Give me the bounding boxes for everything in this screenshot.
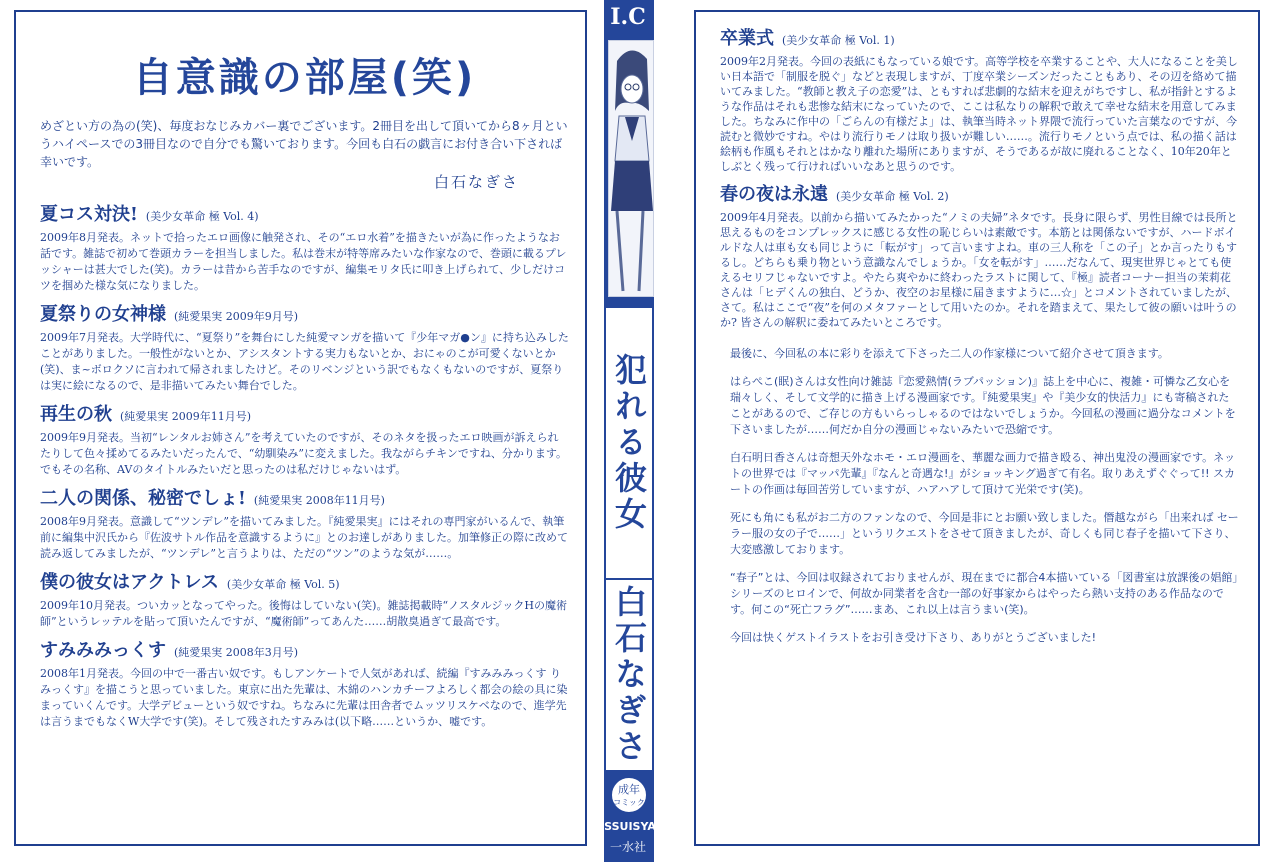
section-source: (純愛果実 2009年11月号) bbox=[120, 410, 252, 423]
closing-paragraph: “春子”とは、今回は収録されておりませんが、現在までに都合4本描いている「図書室は放課後の娼館」シリーズのヒロインで、何故か同業者を含む一部の好事家からはやったら熱い支持のある作品なのです。何この“死亡フラグ”……まあ、これ以上は言うまい(笑)。 bbox=[730, 571, 1238, 616]
badge-top: 成年 bbox=[618, 783, 640, 796]
section-title: 僕の彼女はアクトレス bbox=[40, 572, 219, 593]
imprint-logo: I.C bbox=[610, 4, 646, 30]
section-sumimimix bbox=[40, 636, 569, 730]
section-body: 2009年9月発表。当初“レンタルお姉さん”を考えていたのですが、そのネタを扱ったエロ映画が訴えられたりして色々揉めてるみたいだったんで、“幼馴染み”に変えました。我ながらチキンですね、分かります。でもその名称、AVのタイトルみたいだと思ったのは私だけじゃないはず。 bbox=[40, 431, 568, 476]
section-natsu-kosu bbox=[40, 200, 569, 294]
cover-illustration bbox=[608, 40, 654, 297]
publisher-en: ISSUISYA bbox=[600, 820, 656, 833]
right-panel bbox=[694, 10, 1260, 846]
section-natsumatsuri bbox=[40, 300, 569, 394]
section-source: (美少女革命 極 Vol. 1) bbox=[782, 34, 895, 47]
section-title: 夏コス対決! bbox=[40, 204, 138, 225]
section-body: 2009年10月発表。ついカッとなってやった。後悔はしていない(笑)。雑誌掲載時“ノスタルジックHの魔術師”というレッテルを貼って頂いたんですが、“魔術師”ってあんた……胡散臭過ぎて最高です。 bbox=[40, 599, 567, 628]
section-source: (純愛果実 2009年9月号) bbox=[174, 310, 299, 323]
section-title: 二人の関係、秘密でしょ! bbox=[40, 488, 246, 509]
section-body: 2008年1月発表。今回の中で一番古い奴です。もしアンケートで人気があれば、続編『すみみみっくす りみっくす』を描こうと思っていました。東京に出た先輩は、木綿のハンカチーフよろしく都会の絵の具に染まっていくんです。大学デビューという奴ですね。ちなみに先輩は田舎者でムッツリスケベなので、進学先は言うまでもなくW大学です(笑)。そして残されたすみみは(以下略……というか、嘘です。 bbox=[40, 667, 568, 728]
section-title: 春の夜は永遠 bbox=[720, 184, 828, 205]
section-title: すみみみっくす bbox=[40, 640, 166, 661]
closing-paragraph: 最後に、今回私の本に彩りを添えて下さった二人の作家様について紹介させて頂きます。 bbox=[730, 347, 1169, 360]
section-body: 2009年2月発表。今回の表紙にもなっている娘です。高等学校を卒業することや、大人になることを美しい日本語で「制服を脱ぐ」などと表現しますが、丁度卒業シーズンだったこともあり、その辺を絡めて描いてみました。“教師と教え子の恋愛”は、ともすれば悲劇的な結末を迎えがちですし、私が指針とするような作品はそれも悲惨な結末になっていたので、ここは私なりの解釈で敢えて幸せな結末を用意してみました。ちなみに作中の「ごらんの有様だよ」は、執筆当時ネット界隈で流行っていた言葉なのですが、今読むと微妙ですね。やはり流行りモノは取り扱いが難しい……。流行りモノという点では、私の描く話は絵柄も作風もそれとはかなり離れた場所にありますが、そうであるが故に廃れることなく、10年20年としぶとく残って行ければいいなあと思うのです。 bbox=[720, 55, 1238, 173]
section-body: 2009年4月発表。以前から描いてみたかった“ノミの夫婦”ネタです。長身に限らず、男性目線では長所と思えるものをコンプレックスに感じる女性の恥じらいは素敵です。本筋とは関係ないですが、ハードボイルドな人は車も女も同じように「転がす」って言いますよね。車の三人称を「この子」とか言ったりもするし。どちらも乗り物という意識なんでしょうか。「女を転がす」……だなんて、現実世界じゃとても使えるセリフじゃないですよ。やたら爽やかに終わったラストに関して、『極』読者コーナー担当の茉莉花さんは「ヒデくんの独白、どうか、夜空のお星様に届きますように…☆」とコメントされていましたが、さて。私はここで“夜”を何のメタファーとして用いたのか。それを踏まえて、果たして彼の願いは叶うのか? 皆さんの解釈に委ねてみたいところです。 bbox=[720, 211, 1238, 329]
adult-comic-badge bbox=[610, 776, 648, 814]
closing-paragraph: 今回は快くゲストイラストをお引き受け下さり、ありがとうございました! bbox=[730, 631, 1097, 644]
section-title: 夏祭りの女神様 bbox=[40, 304, 166, 325]
section-source: (美少女革命 極 Vol. 2) bbox=[836, 190, 949, 203]
book-spine bbox=[600, 0, 656, 862]
closing-paragraph: はらぺこ(眠)さんは女性向け雑誌『恋愛熱情(ラブパッション)』誌上を中心に、複雑・可憐な乙女心を瑞々しく、そして文学的に描き上げる漫画家です。『純愛果実』や『美少女的快活力』にも寄稿されたことがあるので、ご存じの方もいらっしゃるのではないでしょうか。今回私の漫画に過分なコメントを下さいましたが……何だか自分の漫画じゃないみたいで恐縮です。 bbox=[730, 375, 1236, 436]
section-actress bbox=[40, 568, 569, 630]
publisher-jp: 一水社 bbox=[609, 840, 646, 854]
section-sotsugyoushiki bbox=[720, 24, 1240, 174]
section-source: (純愛果実 2008年11月号) bbox=[253, 494, 385, 507]
section-title: 卒業式 bbox=[720, 28, 774, 49]
spine-author: 白石なぎさ bbox=[606, 580, 652, 770]
section-source: (美少女革命 極 Vol. 5) bbox=[226, 578, 340, 591]
badge-bottom: コミック bbox=[613, 798, 645, 807]
section-body: 2009年7月発表。大学時代に、“夏祭り”を舞台にした純愛マンガを描いて『少年マガ●ン』に持ち込みしたことがありました。一般性がないとか、アシスタントする実力もないとか、おにゃのこが可愛くないとか(笑)、ま~ボロクソに言われて帰されましたけど。そのリベンジという訳でもなくもないのですが、夏祭りは実に絵になるので、是非描いてみたい舞台でした。 bbox=[40, 331, 569, 392]
left-panel bbox=[14, 10, 587, 846]
section-futari bbox=[40, 484, 569, 562]
page-title: 自意識の部屋(笑) bbox=[132, 55, 477, 101]
section-haru-no-yoru bbox=[720, 180, 1240, 330]
closing-paragraph: 死にも角にも私がお二方のファンなので、今回是非にとお願い致しました。僭越ながら「出来れば セーラー服の女の子で……」というリクエストをさせて頂きましたが、奇しくも同じ春子を描いて下さり、大変感激しております。 bbox=[730, 511, 1239, 556]
section-body: 2009年8月発表。ネットで拾ったエロ画像に触発され、その“エロ水着”を描きたいが為に作ったようなお話です。雑誌で初めて巻頭カラーを担当しました。私は巻末が特等席みたいな作家なので、巻頭に載るプレッシャーは甚大でした(笑)。カラーは昔から苦手なのですが、編集モリタ氏に叩き上げられて、少しだけコツを掴めた様な気になりました。 bbox=[40, 231, 567, 292]
section-source: (純愛果実 2008年3月号) bbox=[174, 646, 299, 659]
section-body: 2008年9月発表。意識して“ツンデレ”を描いてみました。『純愛果実』にはそれの専門家がいるんで、執筆前に編集中沢氏から『佐波サトル作品を意識するように』とのお達しがありました。加筆修正の際に改めて読み返してみましたが、“ツンデレ”と言うよりは、ただの“ツン”のような気が……。 bbox=[40, 515, 568, 560]
section-source: (美少女革命 極 Vol. 4) bbox=[145, 210, 259, 223]
section-title: 再生の秋 bbox=[40, 404, 112, 425]
closing-paragraph: 白石明日香さんは奇想天外なホモ・エロ漫画を、華麗な画力で描き殴る、神出鬼没の漫画家です。ネットの世界では『マッパ先輩』『なんと奇遇な!』がショッキング過ぎて有名。取りあえずぐぐって!! スカートの作画は毎回苦労していますが、ハアハアして頂けて光栄です(笑)。 bbox=[730, 451, 1236, 496]
spine-title: 犯れる彼女 bbox=[606, 308, 652, 578]
section-saisei bbox=[40, 400, 569, 478]
intro-text: めざとい方の為の(笑)、毎度おなじみカバー裏でございます。2冊目を出して頂いてから8ヶ月というハイペースでの3冊目なので自分でも驚いております。今回も白石の戯言にお付き合い下されば幸いです。 bbox=[40, 119, 568, 169]
author-signature: 白石なぎさ bbox=[433, 173, 519, 191]
illustration-svg bbox=[609, 41, 653, 296]
